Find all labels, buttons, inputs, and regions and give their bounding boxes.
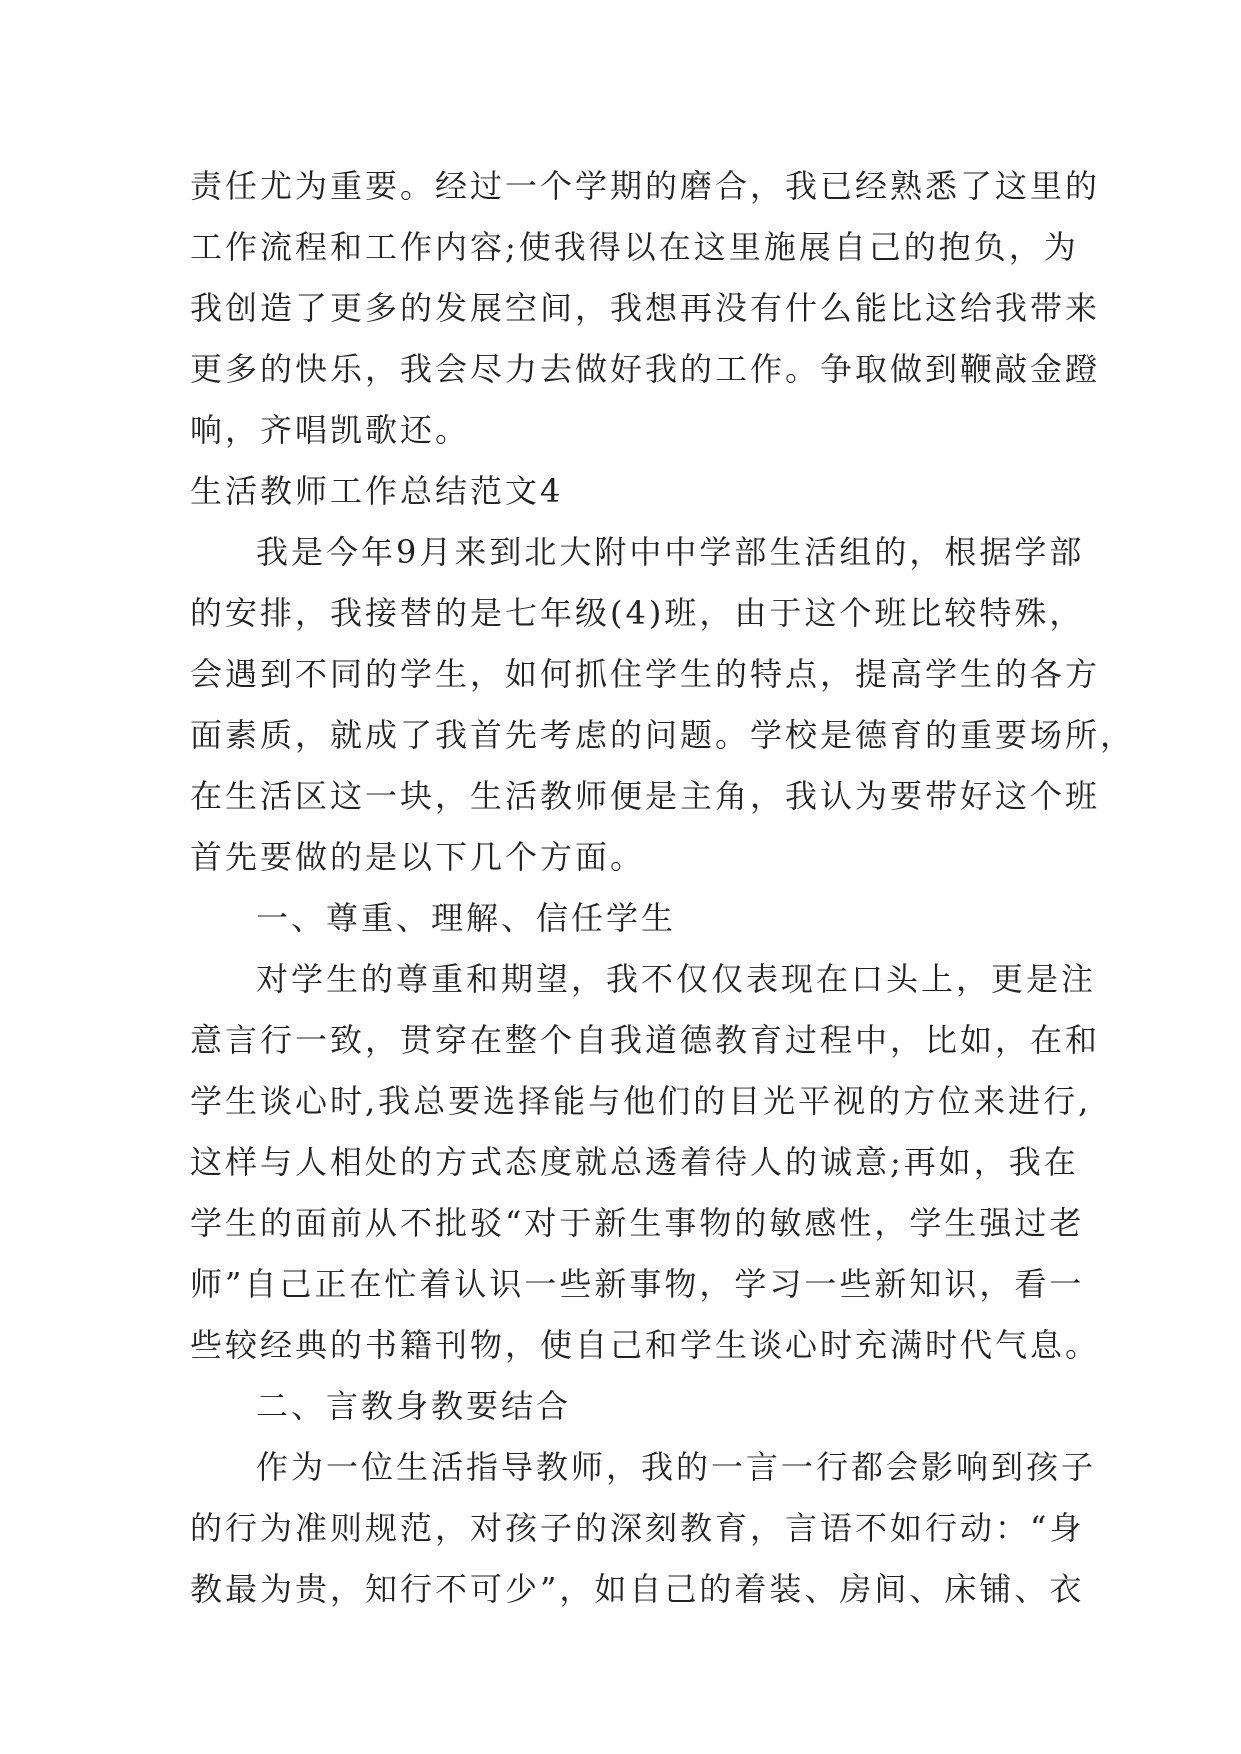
text-line: 二、言教身教要结合 [256,1387,572,1425]
text-line: 工作流程和工作内容;使我得以在这里施展自己的抱负，为 [190,228,1079,266]
text-line: 对学生的尊重和期望，我不仅仅表现在口头上，更是注 [256,960,1097,998]
text-line: 意言行一致，贯穿在整个自我道德教育过程中，比如，在和 [190,1021,1101,1059]
text-line: 一、尊重、理解、信任学生 [256,899,677,937]
text-line: 学生的面前从不批驳“对于新生事物的敏感性，学生强过老 [190,1204,1085,1242]
text-line: 这样与人相处的方式态度就总透着待人的诚意;再如，我在 [190,1143,1079,1181]
text-line: 责任尤为重要。经过一个学期的磨合，我已经熟悉了这里的 [190,167,1101,205]
text-line: 更多的快乐，我会尽力去做好我的工作。争取做到鞭敲金蹬 [190,350,1101,388]
text-line: 的行为准则规范，对孩子的深刻教育，言语不如行动：“身 [190,1509,1085,1547]
text-line: 些较经典的书籍刊物，使自己和学生谈心时充满时代气息。 [190,1326,1101,1364]
text-line: 作为一位生活指导教师，我的一言一行都会影响到孩子 [256,1448,1097,1486]
text-line: 响，齐唱凯歌还。 [190,411,471,449]
text-line: 我是今年9月来到北大附中中学部生活组的，根据学部 [256,533,1085,571]
text-line: 的安排，我接替的是七年级(4)班，由于这个班比较特殊， [190,594,1085,632]
text-line: 首先要做的是以下几个方面。 [190,838,646,876]
text-line: 在生活区这一块，生活教师便是主角，我认为要带好这个班 [190,777,1101,815]
document-body [190,156,1136,1620]
text-line: 我创造了更多的发展空间，我想再没有什么能比这给我带来 [190,289,1101,327]
section-heading: 生活教师工作总结范文4 [190,472,564,510]
text-line: 教最为贵，知行不可少”，如自己的着装、房间、床铺、衣 [190,1570,1085,1608]
text-line: 学生谈心时,我总要选择能与他们的目光平视的方位来进行, [190,1082,1092,1120]
text-line: 会遇到不同的学生，如何抓住学生的特点，提高学生的各方 [190,655,1101,693]
text-line: 面素质，就成了我首先考虑的问题。学校是德育的重要场所， [190,716,1136,754]
text-line: 师”自己正在忙着认识一些新事物，学习一些新知识，看一 [190,1265,1085,1303]
